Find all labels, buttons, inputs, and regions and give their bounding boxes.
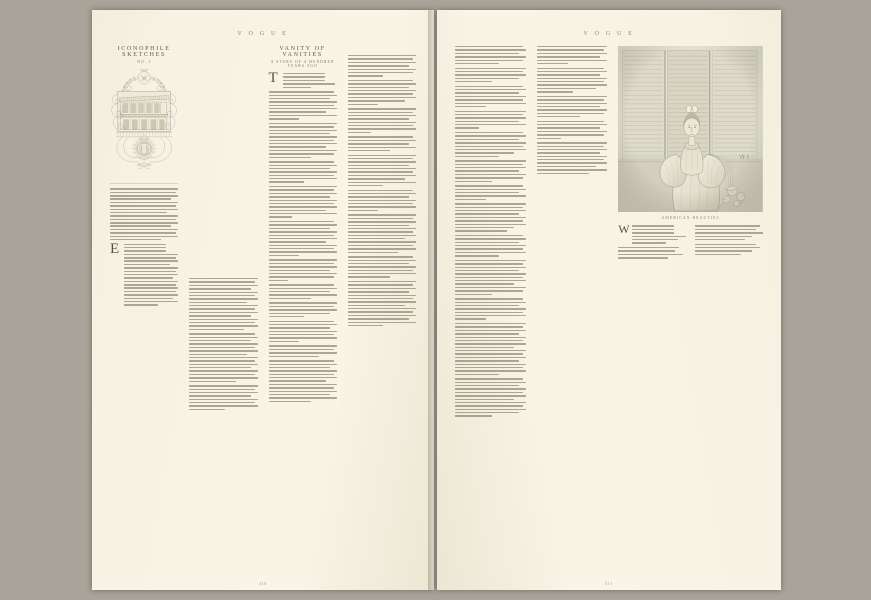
paragraph	[455, 203, 526, 231]
paragraph	[537, 68, 608, 93]
paragraph	[269, 161, 337, 183]
paragraph	[455, 132, 526, 157]
section-title-iconophile: ICONOPHILE SKETCHES	[117, 46, 171, 58]
left-column-2	[189, 46, 257, 413]
paragraph	[348, 80, 416, 105]
american-beauties-illustration	[618, 46, 763, 212]
left-column-3	[269, 46, 337, 413]
paragraph	[189, 385, 257, 410]
right-column-1	[455, 46, 526, 420]
paragraph	[537, 46, 608, 64]
paragraph	[455, 378, 526, 417]
paragraph	[455, 185, 526, 200]
paragraph	[455, 260, 526, 295]
paragraph	[455, 111, 526, 129]
left-column-4	[348, 46, 416, 413]
dropcap-letter: W	[618, 222, 630, 237]
section-title-vanity: VANITY OF VANITIES	[279, 46, 326, 58]
left-page	[92, 10, 434, 590]
running-head-left: V O G U E	[237, 30, 289, 37]
paragraph	[269, 321, 337, 343]
paragraph	[269, 221, 337, 256]
paragraph	[455, 68, 526, 83]
left-column-1	[110, 46, 178, 413]
paragraph	[348, 190, 416, 212]
cartouche-svg	[110, 69, 178, 180]
paragraph	[269, 284, 337, 299]
section-subtitle-iconophile: NO. I	[137, 60, 151, 64]
paragraph	[348, 214, 416, 253]
right-column-2	[537, 46, 608, 420]
section-subtitle-vanity: A STORY OF A HUNDRED YEARS AGO	[270, 60, 335, 68]
paragraph	[269, 345, 337, 357]
paragraph	[455, 46, 526, 64]
paragraph	[348, 55, 416, 77]
folio-right: 311	[605, 581, 613, 586]
paragraph	[455, 323, 526, 375]
poem-block	[618, 222, 763, 261]
paragraph	[455, 160, 526, 182]
paragraph	[455, 235, 526, 257]
paragraph	[348, 108, 416, 133]
paragraph	[348, 256, 416, 278]
divider	[110, 183, 178, 184]
paragraph	[269, 302, 337, 317]
poem-stanza	[695, 225, 763, 240]
paragraph	[269, 186, 337, 218]
illustration-caption: AMERICAN BEAUTIES	[661, 216, 720, 221]
dropcap-letter: E	[110, 240, 120, 257]
paragraph	[455, 298, 526, 320]
american-beauties-svg	[618, 46, 763, 212]
paragraph	[348, 281, 416, 326]
paragraph	[269, 91, 337, 119]
right-column-3	[618, 46, 763, 420]
paragraph-with-dropcap	[110, 240, 178, 306]
running-head-right: V O G U E	[583, 30, 635, 37]
poem-stanza	[618, 247, 686, 259]
paragraph	[348, 136, 416, 151]
right-page	[437, 10, 781, 590]
dropcap-letter: T	[268, 70, 278, 86]
paragraph	[537, 96, 608, 118]
folio-left: 310	[259, 581, 267, 586]
paragraph-with-dropcap	[268, 70, 337, 88]
paragraph	[537, 121, 608, 139]
poem-stanza	[695, 244, 763, 256]
poem-stanza-with-dropcap	[618, 222, 686, 243]
paragraph	[269, 360, 337, 402]
iconophile-cartouche-illustration	[110, 69, 178, 180]
paragraph	[189, 278, 257, 330]
paragraph	[269, 123, 337, 158]
paragraph	[455, 86, 526, 108]
paragraph	[110, 188, 178, 240]
paragraph	[348, 155, 416, 187]
paragraph	[537, 142, 608, 174]
paragraph	[269, 259, 337, 281]
paragraph	[189, 333, 257, 382]
